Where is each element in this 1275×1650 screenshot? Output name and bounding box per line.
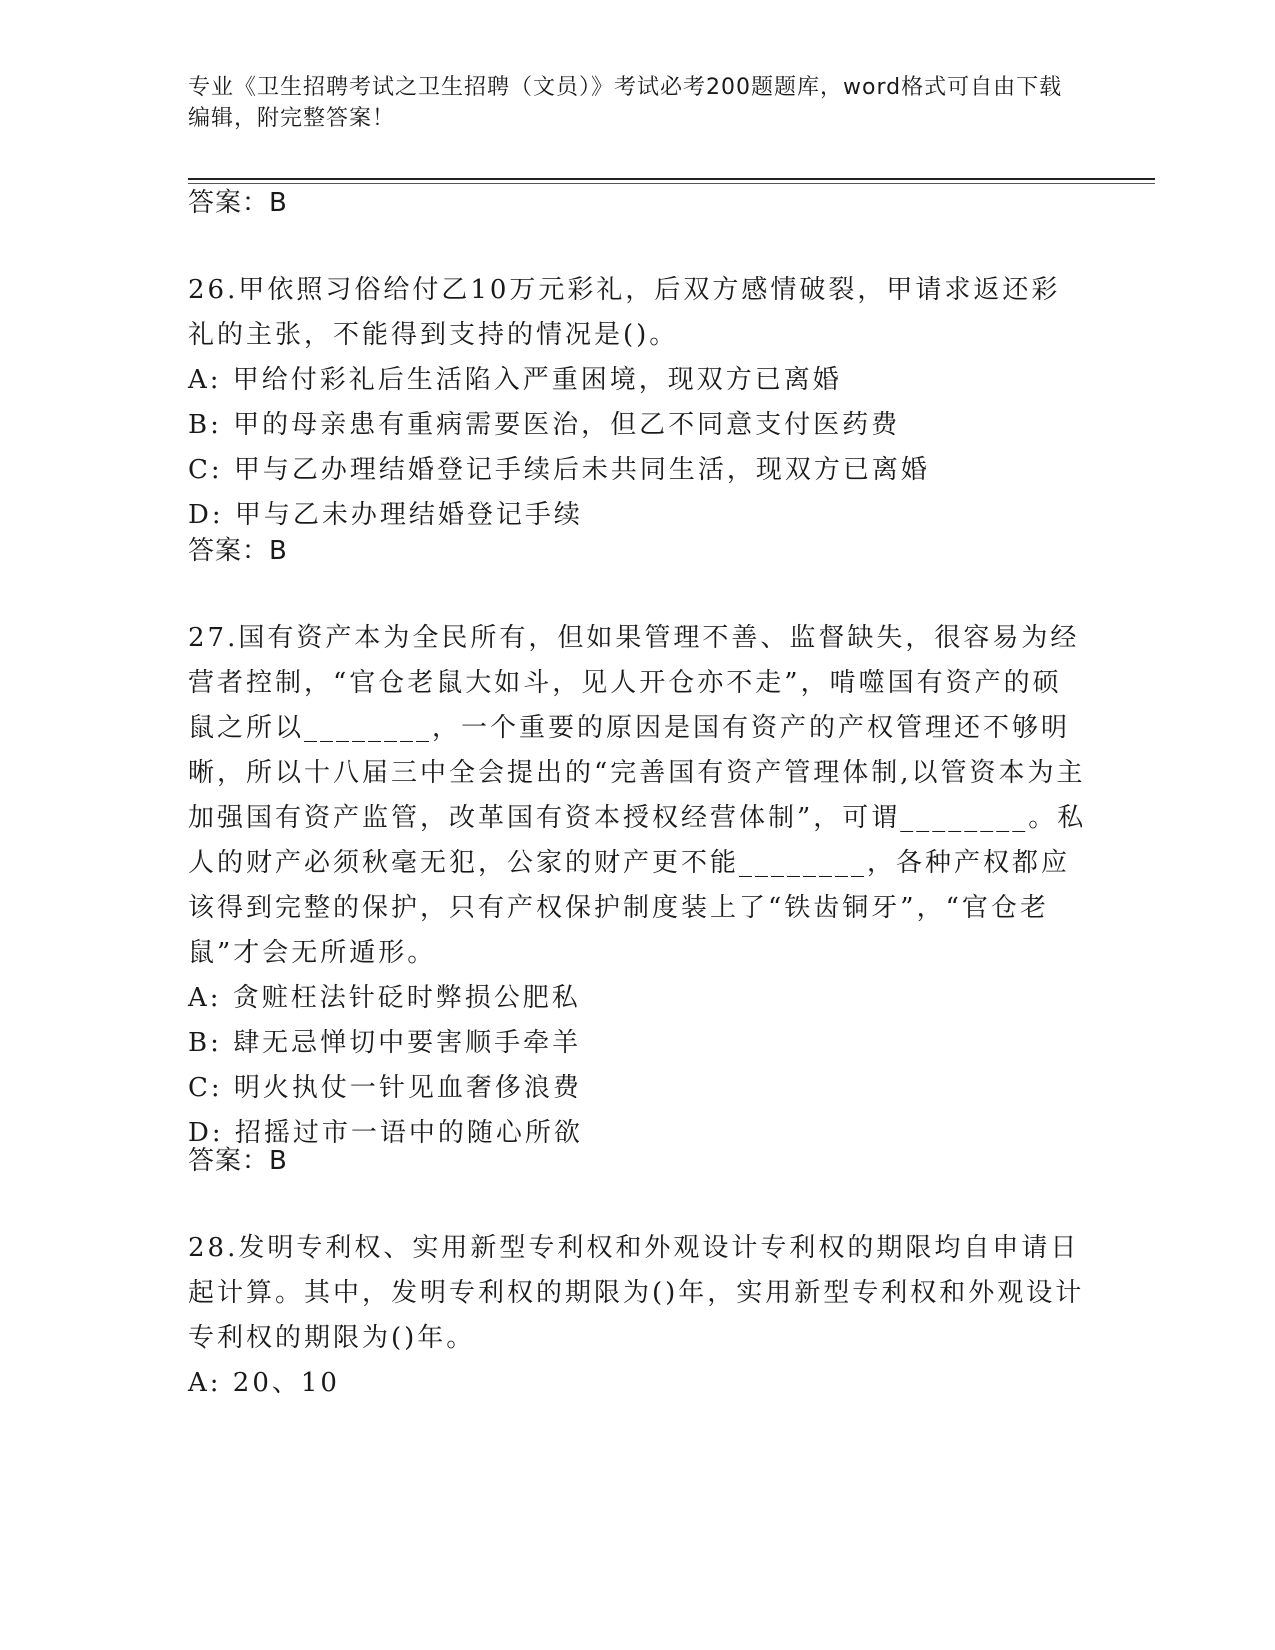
question-27-option-a: A: 贪赃枉法针砭时弊损公肥私 — [188, 983, 581, 1013]
question-27-text: 27.国有资产本为全民所有，但如果管理不善、监督缺失，很容易为经营者控制，“官仓老鼠大如斗，见人开仓亦不走”，啃噬国有资产的硕鼠之所以________，一个重要的原因是国有资产的产权管理还不够明晰，所以十八届三中全会提出的“完善国有资产管理体制,以管资本为主加强国有资产监管，改革国有资本授权经营体制”，可谓________。私人的财产必须秋毫无犯，公家的财产更不能________，各种产权都应该得到完整的保护，只有产权保护制度装上了“铁齿铜牙”，“官仓老鼠”才会无所遁形。 — [188, 623, 1087, 968]
question-26-option-c: C: 甲与乙办理结婚登记手续后未共同生活，现双方已离婚 — [188, 455, 930, 485]
header-divider-thin — [188, 183, 1155, 184]
question-26-text: 26.甲依照习俗给付乙10万元彩礼，后双方感情破裂，甲请求返还彩礼的主张，不能得到支持的情况是()。 — [188, 275, 1061, 350]
question-27-option-c: C: 明火执仗一针见血奢侈浪费 — [188, 1073, 582, 1103]
question-26 — [188, 268, 1088, 538]
answer-26: 答案：B — [188, 536, 288, 566]
question-28-text: 28.发明专利权、实用新型专利权和外观设计专利权的期限均自申请日起计算。其中，发明专利权的期限为()年，实用新型专利权和外观设计专利权的期限为()年。 — [188, 1233, 1085, 1353]
question-28 — [188, 1226, 1088, 1406]
document-header-text: 专业《卫生招聘考试之卫生招聘（文员）》考试必考200题题库，word格式可自由下载编辑，附完整答案！ — [188, 75, 1063, 131]
header-divider-thick — [188, 178, 1155, 180]
question-27-option-d: D: 招摇过市一语中的随心所欲 — [188, 1118, 583, 1148]
answer-25: 答案：B — [188, 188, 288, 218]
question-26-option-a: A: 甲给付彩礼后生活陷入严重困境，现双方已离婚 — [188, 365, 842, 395]
question-26-option-d: D: 甲与乙未办理结婚登记手续 — [188, 500, 583, 530]
question-27-option-b: B: 肆无忌惮切中要害顺手牵羊 — [188, 1028, 582, 1058]
answer-27: 答案：B — [188, 1146, 288, 1176]
question-26-option-b: B: 甲的母亲患有重病需要医治，但乙不同意支付医药费 — [188, 410, 901, 440]
question-27 — [188, 616, 1088, 1156]
question-28-option-a: A: 20、10 — [188, 1368, 340, 1398]
